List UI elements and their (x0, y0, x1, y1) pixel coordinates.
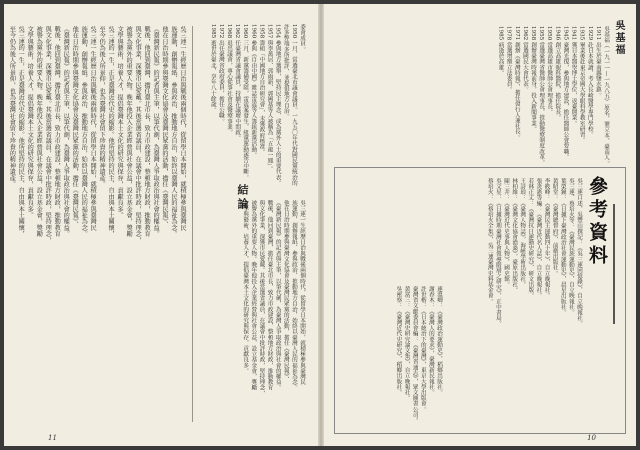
reference-item: 謝春木：《臺灣人的要求》，臺灣新民報社。 (427, 286, 434, 396)
reference-item: 吳三連、蔡培火等：《臺灣民族運動史》，自立晚報社。 (567, 178, 574, 316)
paragraph-line: 戰後，他回到臺灣，擔任臺北市長，致力市政建設，整頓地方財政，推動教育 (143, 26, 151, 237)
chronology-column (340, 26, 610, 166)
chronology-line: 與文化事業，深獲市民愛戴。其後當選省議員，在議會中批評時政，堅持理念， (258, 200, 265, 396)
page-number: 11 (48, 434, 57, 442)
paragraph-line: 《臺灣新民報》的記者與主筆，以筆代劍，為臺灣人爭取政治與社會的權益。 (62, 26, 70, 237)
chronology-line: 1946 創立高雄眼科醫院，擔任院長。 (554, 26, 561, 121)
chronology-line: 1950 當選高雄市醫師公會理事長。 (546, 26, 553, 115)
chronology-line: 1968 退出議會，專心從事社會及醫療事業。 (226, 24, 233, 136)
paragraph-line: 吳三連的一生，正是臺灣近代史的縮影。他所堅持的民主、自由與本土關懷， (17, 26, 25, 237)
paragraph-line: 至今仍為後人所景仰，也為臺灣社會留下珍貴的精神遺產。 (8, 26, 16, 188)
reference-item: 臺灣省文獻委員會編：《臺灣省通志》，眾文圖書公司。 (411, 286, 418, 424)
paragraph-line: 吳三連的一生，正是臺灣近代史的縮影。他所堅持的民主、自由與本土關懷， (107, 26, 115, 237)
reference-item: 連溫卿：《臺灣政治運動史》，稻鄉出版社。 (436, 286, 442, 396)
chronology-line: 族運動，創辦報紙、參與政治、推動地方自治，始終以臺灣人民的福祉為念。 (290, 200, 297, 391)
reference-item: 黃昭堂：《臺灣總督府》，前衛出版社。 (551, 178, 558, 276)
conclusion-body (8, 26, 186, 422)
chronology-line: 1960 參與《自由中國》雜誌雷震等人籌組新黨活動。 (250, 24, 257, 158)
right-page (324, 4, 636, 446)
references-list-continued (343, 286, 443, 424)
paragraph-line: 族運動，創辦報紙、參與政治、推動地方自治，始終以臺灣人民的福祉為念。 (170, 26, 178, 237)
book-spread (4, 4, 636, 446)
references-box (334, 167, 626, 434)
paragraph-line: 族運動，創辦報紙、參與政治、推動地方自治，始終以臺灣人民的福祉為念。 (80, 26, 88, 237)
chronology-line: 被譽為黨外的重要人物。晚年他投入企業經營與社會公益，設立基金會，獎勵 (250, 200, 257, 391)
column-divider (192, 26, 193, 422)
chronology-line: 1958 創辦臺灣時報前身，投入新聞事業。 (530, 26, 537, 132)
chronology-line: 吳基福（一九一一—一九八五）原名，號立本，臺南人。 (603, 26, 609, 166)
reference-item: 葉榮鐘：《日據下臺灣政治社會運動史》，晨星出版社。 (559, 178, 566, 316)
chronology-line: 1985 逝世於臺北，享年八十餘歲。 (209, 24, 216, 113)
paragraph-line: 吳三連一生經歷日治與戰後兩個時代，從留學日本開始，就積極參與臺灣民 (179, 26, 186, 231)
paragraph-line: 戰後，他回到臺灣，擔任臺北市長，致力市政建設，整頓地方財政，推動教育 (53, 26, 61, 237)
chronology-line: 許多弊端多所批評，並提倡地方自治。 (282, 24, 289, 120)
chronology-line: 1985 病逝於高雄。 (497, 26, 504, 76)
chronology-line: 1941 獲日本醫學博士學位，返臺開業。 (570, 26, 577, 127)
chronology-line: 1957 與李萬居、郭雨新、郭國基等人被稱為「五龍一鳳」。 (266, 24, 273, 172)
chronology-line: 1929 赴日本就讀，考入長崎醫學專門學校。 (586, 26, 593, 138)
chronology-line: 1962 當選國民大會代表。 (521, 26, 528, 93)
chronology-line: 吳三連一生經歷日治與戰後兩個時代，從留學日本開始，就積極參與臺灣民 (299, 200, 305, 385)
chronology-line: 1960 三月，新黨籌備受阻，雷震案發生，組黨運動遂告中斷。 (242, 24, 249, 181)
title-rule (613, 204, 615, 324)
chronology-line: 1945 臺灣光復，參與地方建設，擔任醫師公會要職。 (562, 26, 569, 160)
reference-item: 陳三井：《臺灣近代史事與人物》，國史館。 (503, 178, 510, 288)
page-number: 10 (587, 434, 596, 442)
paragraph-line: 被譽為黨外的重要人物。晚年他投入企業經營與社會公益，設立基金會，獎勵 (125, 26, 133, 237)
chronology-line: 1962 任臺灣省議會議員，持續在議壇中問政。 (234, 24, 241, 141)
section-heading: 結論 (236, 184, 249, 212)
paragraph-line: 他在日治時期參與臺灣文化協會及臺灣民眾黨的活動，擔任《臺灣民報》、 (71, 26, 79, 228)
chronology-line: 1935 畢業後赴東京帝國大學眼科學教室研習。 (578, 26, 585, 143)
left-page (4, 4, 318, 446)
chronology-line: 1954 參與地方選舉，堅持民主理念，成為黨外人士的重要代表。 (274, 24, 281, 186)
reference-item: 吳密察：《臺灣近代史研究》，稻鄉出版社。 (395, 286, 402, 396)
reference-item: 吳三連口述，吳豐山撰記：《吳三連回憶錄》，自立晚報社。 (576, 178, 582, 327)
chronology-line: 戰後，他回到臺灣，擔任臺北市長，致力市政建設，整頓地方財政，推動教育 (266, 200, 273, 391)
reference-item: 黃富三：《臺灣史研究論文集》，自立晚報社。 (403, 286, 410, 401)
paragraph-line: 《臺灣新民報》的記者與主筆，以筆代劍，為臺灣人爭取政治與社會的權益。 (152, 26, 160, 237)
reference-item: 王詩琅：《臺灣人物誌》，海峽學術出版社。 (519, 178, 526, 288)
section-heading: 吳基福 (613, 20, 624, 56)
chronology-line: 1911 出生於臺南縣鹽水鎮。 (594, 26, 601, 99)
paragraph-line: 與文化事業，深獲市民愛戴。其後當選省議員，在議會中批評時政，堅持理念， (134, 26, 142, 243)
reference-item: 張炎憲等編：《臺灣近代名人誌》，自立晚報社。 (535, 178, 542, 299)
chronology-line: 1978 當選增額立法委員。 (505, 26, 512, 93)
chronology-line: 他在日治時期參與臺灣文化協會及臺灣民眾黨的活動，擔任《臺灣民報》、 (282, 200, 289, 382)
reference-item: 吳文星：《日據時期臺灣社會領導階層之研究》，正中書局。 (494, 178, 501, 327)
paragraph-line: 至今仍為後人所景仰，也為臺灣社會留下珍貴的精神遺產。 (98, 26, 106, 188)
chronology-line: 1955 當選臺灣省醫師公會理事長，推動醫療制度改革。 (538, 26, 545, 166)
chronology-continued (209, 24, 306, 186)
paragraph-line: 與文化事業，深獲市民愛戴。其後當選省議員，在議會中批評時政，堅持理念， (44, 26, 52, 243)
reference-item: 若林正丈：《臺灣抗日運動史研究》，研文出版。 (527, 178, 534, 299)
chronology-line: 1958 籌組「中國地方自治研究會」，未獲政府核准。 (258, 24, 265, 155)
chronology-line: 委會成員。 (299, 24, 305, 52)
chronology-line: 1972 出任臺灣省政府委員，擔任公職。 (217, 24, 224, 125)
reference-item: 蔡培火：《蔡培火全集》，吳三連臺灣史料基金會。 (486, 178, 493, 304)
reference-item: 林柏維：《臺灣文化協會滄桑》，臺原出版社。 (511, 178, 518, 293)
chronology-line: 1971 創辦《臺灣時報》，擔任發行人兼社長。 (513, 26, 520, 141)
reference-item: 李筱峰：《臺灣民主運動四十年》，自立晚報社。 (543, 178, 550, 299)
chronology-continued-lower (210, 200, 306, 422)
paragraph-line: 文學與藝術，培養人才，提倡臺灣本土文化的研究與保存，貢獻良多。 (116, 26, 124, 219)
references-title: 參考資料 (586, 176, 608, 268)
references-list (455, 178, 583, 424)
reference-item: 許世楷：《日本統治下的臺灣》，東京大學出版會。 (419, 286, 426, 412)
paragraph-line: 吳三連一生經歷日治與戰後兩個時代，從留學日本開始，就積極參與臺灣民 (89, 26, 97, 231)
paragraph-line: 他在日治時期參與臺灣文化協會及臺灣民眾黨的活動，擔任《臺灣民報》、 (161, 26, 169, 228)
chronology-line: 文學與藝術，培養人才，提倡臺灣本土文化的研究與保存，貢獻良多。 (242, 200, 249, 374)
chronology-line: 1950 一月，當選臺北市議會議員。一九五〇年代對國民黨統治的 (290, 24, 297, 186)
chronology-line: 《臺灣新民報》的記者與主筆，以筆代劍，為臺灣人爭取政治與社會的權益。 (274, 200, 281, 391)
paragraph-line: 被譽為黨外的重要人物。晚年他投入企業經營與社會公益，設立基金會，獎勵 (35, 26, 43, 237)
paragraph-line: 文學與藝術，培養人才，提倡臺灣本土文化的研究與保存，貢獻良多。 (26, 26, 34, 219)
